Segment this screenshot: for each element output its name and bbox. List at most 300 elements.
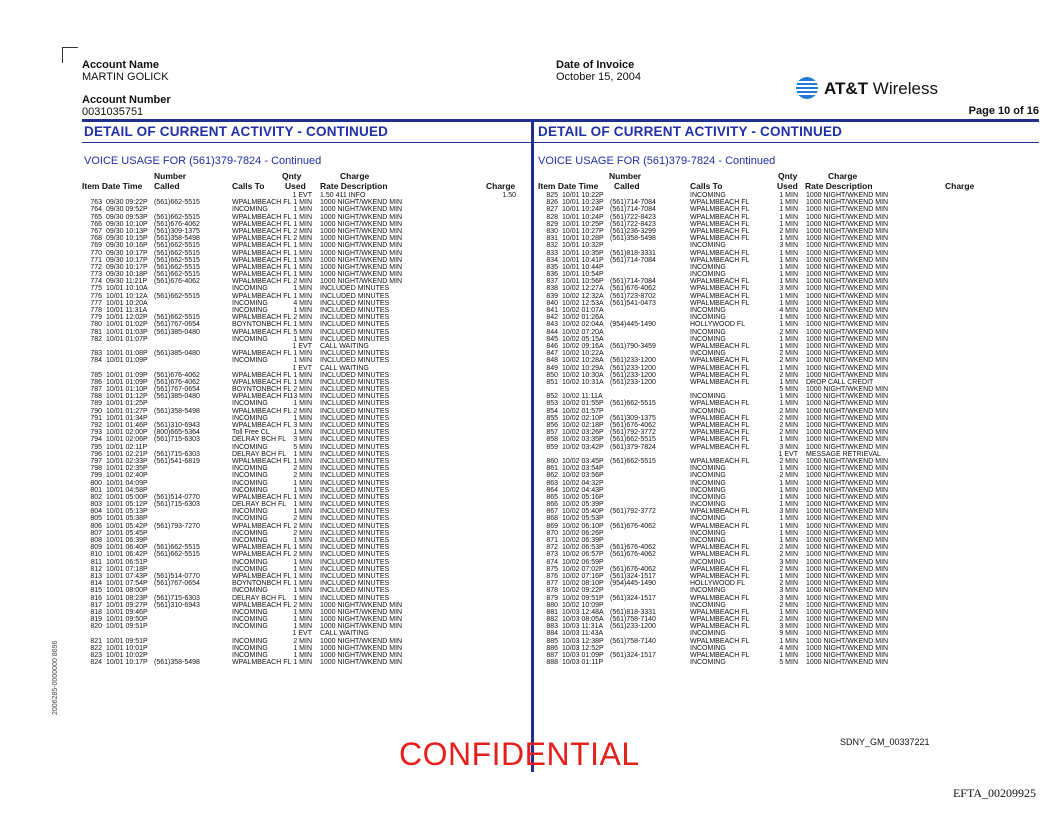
date-time: 10/01 10:12A — [106, 292, 148, 300]
section-title: DETAIL OF CURRENT ACTIVITY - CONTINUED — [538, 124, 843, 139]
rate-description: 1000 NIGHT/WKEND MIN — [806, 256, 889, 264]
number-called: (561)662-5515 — [154, 263, 200, 271]
rate-description: INCLUDED MINUTES — [320, 544, 390, 552]
rate-description: 1000 NIGHT/WKEND MIN — [806, 192, 889, 199]
usage-row — [82, 652, 522, 659]
number-called: (561)662-5515 — [154, 249, 200, 257]
item-number: 848 — [546, 357, 558, 365]
date-time: 10/01 01:09P — [106, 378, 148, 386]
item-number: 813 — [90, 572, 102, 580]
number-called: (954)445-1490 — [610, 580, 656, 588]
calls-to: BOYNTONBCH FL — [232, 321, 292, 329]
calls-to: WPALMBEACH FL — [232, 422, 292, 429]
item-number: 766 — [90, 220, 102, 228]
account-name: MARTIN GOLICK — [82, 71, 169, 83]
usage-row — [82, 199, 522, 206]
date-time: 10/03 12:38P — [562, 637, 604, 645]
quantity-used: 2 MIN — [779, 422, 798, 429]
date-time: 10/01 01:27P — [106, 407, 148, 415]
quantity-used: 1 EVT — [292, 630, 312, 638]
item-number: 842 — [546, 314, 558, 322]
number-called: (561)541-0473 — [610, 299, 656, 307]
date-time: 10/02 02:10P — [562, 414, 604, 422]
usage-row — [538, 343, 1038, 350]
quantity-used: 1 MIN — [293, 199, 312, 207]
item-number: 782 — [90, 335, 102, 343]
number-called: (561)358-5498 — [154, 407, 200, 415]
item-number: 855 — [546, 414, 558, 422]
date-time: 10/02 01:07A — [562, 307, 604, 314]
quantity-used: 1 MIN — [293, 644, 312, 652]
usage-row — [538, 523, 1038, 530]
quantity-used: 4 MIN — [779, 644, 798, 652]
rate-description: 1000 NIGHT/WKEND MIN — [320, 637, 403, 645]
date-time: 10/02 02:04A — [562, 321, 604, 329]
quantity-used: 1 MIN — [293, 263, 312, 271]
account-number: 0031035751 — [82, 106, 144, 118]
number-called: (561)676-4062 — [154, 278, 200, 286]
usage-row — [538, 415, 1038, 422]
quantity-used: 3 MIN — [293, 436, 312, 444]
usage-row — [82, 242, 522, 249]
usage-row — [538, 566, 1038, 573]
usage-row — [538, 372, 1038, 379]
rate-description: 1000 NIGHT/WKEND MIN — [806, 213, 889, 221]
item-number: 852 — [546, 393, 558, 401]
date-time: 10/01 09:51P — [106, 637, 148, 645]
usage-row — [538, 444, 1038, 451]
item-number: 824 — [90, 659, 102, 667]
quantity-used: 1 MIN — [293, 608, 312, 616]
quantity-used: 3 MIN — [779, 623, 798, 631]
rate-description: INCLUDED MINUTES — [320, 407, 390, 415]
calls-to: INCOMING — [232, 616, 268, 624]
usage-row — [538, 293, 1038, 300]
rate-description: 1000 NIGHT/WKEND MIN — [806, 529, 889, 537]
rate-description: 1000 NIGHT/WKEND MIN — [320, 235, 403, 243]
quantity-used: 1 MIN — [779, 342, 798, 350]
item-number: 817 — [90, 601, 102, 609]
quantity-used: 1 MIN — [779, 637, 798, 645]
item-number: 823 — [90, 652, 102, 659]
item-number: 845 — [546, 335, 558, 343]
usage-row — [82, 659, 522, 666]
usage-row — [538, 508, 1038, 515]
number-called: (561)767-0654 — [154, 386, 200, 394]
rate-description: INCLUDED MINUTES — [320, 529, 390, 537]
date-time: 10/01 02:40P — [106, 472, 148, 480]
calls-to: INCOMING — [690, 271, 726, 279]
date-time: 10/02 07:02P — [562, 565, 604, 573]
calls-to: WPALMBEACH FL — [690, 213, 750, 221]
quantity-used: 2 MIN — [293, 522, 312, 530]
quantity-used: 1 MIN — [293, 450, 312, 458]
date-time: 10/02 03:56P — [562, 472, 604, 480]
item-number: 841 — [546, 307, 558, 314]
col-item-date-time: Item Date Time — [82, 181, 143, 191]
rate-description: 1000 NIGHT/WKEND MIN — [806, 350, 889, 358]
rate-description: 1000 NIGHT/WKEND MIN — [320, 256, 403, 264]
calls-to: INCOMING — [232, 637, 268, 645]
att-wireless-logo — [796, 77, 956, 101]
number-called: (561)662-5515 — [154, 256, 200, 264]
number-called: (561)793-7270 — [154, 522, 200, 530]
quantity-used: 1 MIN — [293, 594, 312, 602]
quantity-used: 1 MIN — [779, 192, 798, 199]
date-time: 10/01 07:54P — [106, 580, 148, 588]
date-time: 10/01 08:00P — [106, 587, 148, 595]
quantity-used: 1 MIN — [293, 652, 312, 659]
usage-row — [538, 307, 1038, 314]
calls-to: WPALMBEACH FL — [690, 608, 750, 616]
col-calls-to: Calls To — [232, 181, 265, 191]
usage-row — [538, 357, 1038, 364]
usage-row — [82, 508, 522, 515]
date-time: 10/01 10:24P — [562, 206, 604, 214]
usage-row — [82, 221, 522, 228]
quantity-used: 1 MIN — [779, 436, 798, 444]
calls-to: INCOMING — [690, 601, 726, 609]
item-number: 787 — [90, 386, 102, 394]
quantity-used: 1 MIN — [779, 393, 798, 401]
number-called: (561)309-1375 — [154, 227, 200, 235]
calls-to: INCOMING — [232, 565, 268, 573]
date-time: 10/02 06:53P — [562, 544, 604, 552]
quantity-used: 2 MIN — [779, 544, 798, 552]
date-time: 10/01 06:42P — [106, 551, 148, 559]
item-number: 831 — [546, 235, 558, 243]
item-number: 778 — [90, 307, 102, 314]
quantity-used: 1 MIN — [293, 357, 312, 365]
calls-to: INCOMING — [690, 558, 726, 566]
usage-row — [538, 235, 1038, 242]
item-number: 859 — [546, 443, 558, 451]
calls-to: INCOMING — [690, 314, 726, 322]
rate-description: INCLUDED MINUTES — [320, 508, 390, 516]
usage-row — [538, 659, 1038, 666]
quantity-used: 2 MIN — [293, 551, 312, 559]
quantity-used: 1 MIN — [779, 515, 798, 523]
date-time: 09/30 09:52P — [106, 206, 148, 214]
rate-description: 1000 NIGHT/WKEND MIN — [806, 616, 889, 624]
usage-row — [538, 436, 1038, 443]
date-time: 10/01 10:54P — [562, 271, 604, 279]
usage-row — [82, 408, 522, 415]
calls-to: WPALMBEACH FL — [690, 400, 750, 408]
globe-icon — [796, 77, 818, 99]
date-time: 10/01 06:39P — [106, 537, 148, 544]
calls-to: WPALMBEACH FL — [690, 508, 750, 516]
rate-description: INCLUDED MINUTES — [320, 479, 390, 487]
date-time: 10/02 10:09P — [562, 601, 604, 609]
usage-row — [538, 458, 1038, 465]
date-time: 10/02 08:10P — [562, 580, 604, 588]
rate-description: INCLUDED MINUTES — [320, 501, 390, 509]
date-time: 10/02 05:40P — [562, 508, 604, 516]
date-time: 10/02 10:22A — [562, 350, 604, 358]
rate-description: 1000 NIGHT/WKEND MIN — [806, 457, 889, 465]
item-number: 803 — [90, 501, 102, 509]
quantity-used: 2 MIN — [779, 457, 798, 465]
calls-to: INCOMING — [232, 299, 268, 307]
usage-row — [82, 609, 522, 616]
item-number: 879 — [546, 594, 558, 602]
quantity-used: 1 MIN — [293, 350, 312, 358]
usage-row — [538, 630, 1038, 637]
invoice-date: October 15, 2004 — [556, 71, 642, 83]
quantity-used: 2 MIN — [293, 235, 312, 243]
usage-list-left — [82, 192, 522, 666]
date-time: 09/30 11:21P — [106, 278, 148, 286]
usage-row — [538, 257, 1038, 264]
rate-description: 1000 NIGHT/WKEND MIN — [806, 544, 889, 552]
item-number: 763 — [90, 199, 102, 207]
item-number: 860 — [546, 457, 558, 465]
usage-row — [82, 293, 522, 300]
quantity-used: 5 MIN — [293, 443, 312, 451]
item-number: 781 — [90, 328, 102, 336]
calls-to: WPALMBEACH FL — [690, 551, 750, 559]
calls-to: WPALMBEACH FL — [232, 378, 292, 386]
usage-row — [538, 494, 1038, 501]
usage-row — [538, 321, 1038, 328]
item-number: 779 — [90, 314, 102, 322]
calls-to: WPALMBEACH FL — [232, 235, 292, 243]
quantity-used: 2 MIN — [293, 637, 312, 645]
calls-to: WPALMBEACH FL — [690, 249, 750, 257]
calls-to: BOYNTONBCH FL — [232, 386, 292, 394]
calls-to: WPALMBEACH FL — [690, 285, 750, 293]
col-rate-description: Rate Description — [805, 181, 873, 191]
usage-row — [538, 228, 1038, 235]
date-time: 10/02 03:26P — [562, 429, 604, 437]
date-time: 10/01 09:27P — [106, 601, 148, 609]
usage-row — [538, 278, 1038, 285]
calls-to: DELRAY BCH FL — [232, 594, 287, 602]
calls-to: WPALMBEACH FL — [232, 601, 292, 609]
date-time: 10/01 12:02P — [106, 314, 148, 322]
calls-to: WPALMBEACH FL — [690, 565, 750, 573]
item-number: 770 — [90, 249, 102, 257]
item-number: 847 — [546, 350, 558, 358]
calls-to: INCOMING — [232, 357, 268, 365]
rate-description: 1000 NIGHT/WKEND MIN — [320, 278, 403, 286]
col-charge-top: Charge — [828, 171, 858, 181]
quantity-used: 2 MIN — [293, 278, 312, 286]
date-time: 10/02 06:39P — [562, 537, 604, 544]
usage-row — [538, 573, 1038, 580]
quantity-used: 2 MIN — [779, 227, 798, 235]
number-called: (561)662-5515 — [610, 400, 656, 408]
date-time: 10/01 01:02P — [106, 321, 148, 329]
item-number: 829 — [546, 220, 558, 228]
rate-description: 1000 NIGHT/WKEND MIN — [320, 263, 403, 271]
date-time: 10/02 05:15A — [562, 335, 604, 343]
quantity-used: 1 MIN — [293, 565, 312, 573]
rate-description: CALL WAITING — [320, 364, 369, 372]
date-time: 10/02 03:42P — [562, 443, 604, 451]
usage-row — [82, 206, 522, 213]
rate-description: 1000 NIGHT/WKEND MIN — [320, 623, 403, 631]
item-number: 849 — [546, 364, 558, 372]
usage-row — [538, 379, 1038, 386]
rate-description: INCLUDED MINUTES — [320, 457, 390, 465]
date-time: 10/01 05:38P — [106, 515, 148, 523]
usage-row — [82, 436, 522, 443]
calls-to: WPALMBEACH FL — [690, 378, 750, 386]
number-called: (561)233-1200 — [610, 364, 656, 372]
usage-row — [82, 415, 522, 422]
calls-to: DELRAY BCH FL — [232, 450, 287, 458]
usage-row — [82, 616, 522, 623]
rate-description: INCLUDED MINUTES — [320, 422, 390, 429]
quantity-used: 1 MIN — [293, 544, 312, 552]
rate-description: 1000 NIGHT/WKEND MIN — [806, 558, 889, 566]
date-time: 10/01 10:20A — [106, 299, 148, 307]
number-called: (561)233-1200 — [610, 371, 656, 379]
calls-to: WPALMBEACH FL — [690, 220, 750, 228]
date-time: 09/30 10:10P — [106, 220, 148, 228]
rate-description: INCLUDED MINUTES — [320, 558, 390, 566]
date-time: 10/01 10:22P — [562, 192, 604, 199]
usage-row — [538, 551, 1038, 558]
number-called: (561)676-4062 — [154, 378, 200, 386]
calls-to: WPALMBEACH FL — [690, 572, 750, 580]
quantity-used: 1 EVT — [778, 450, 798, 458]
usage-row — [538, 559, 1038, 566]
rate-description: INCLUDED MINUTES — [320, 515, 390, 523]
date-time: 10/01 09:46P — [106, 608, 148, 616]
rate-description: 1000 NIGHT/WKEND MIN — [806, 443, 889, 451]
usage-row — [82, 551, 522, 558]
date-time: 10/02 10:31A — [562, 378, 604, 386]
item-number: 858 — [546, 436, 558, 444]
number-called: (561)385-0480 — [154, 350, 200, 358]
calls-to: WPALMBEACH FL — [690, 457, 750, 465]
rate-description: INCLUDED MINUTES — [320, 386, 390, 394]
efta-number: EFTA_00209925 — [952, 786, 1036, 800]
item-number: 769 — [90, 242, 102, 250]
quantity-used: 2 MIN — [293, 465, 312, 473]
item-number: 791 — [90, 414, 102, 422]
usage-row — [82, 379, 522, 386]
item-number: 864 — [546, 486, 558, 494]
calls-to: INCOMING — [690, 587, 726, 595]
date-time: 09/30 09:53P — [106, 213, 148, 221]
usage-row — [538, 652, 1038, 659]
number-called: (561)324-1517 — [610, 594, 656, 602]
calls-to: INCOMING — [690, 328, 726, 336]
calls-to: WPALMBEACH FL — [232, 544, 292, 552]
quantity-used: 3 MIN — [779, 285, 798, 293]
calls-to: INCOMING — [232, 508, 268, 516]
rate-description: 1000 NIGHT/WKEND MIN — [806, 220, 889, 228]
calls-to: INCOMING — [690, 529, 726, 537]
number-called: (561)714-7084 — [610, 199, 656, 207]
usage-row — [82, 300, 522, 307]
rate-description: 1000 NIGHT/WKEND MIN — [806, 393, 889, 401]
calls-to: INCOMING — [690, 659, 726, 667]
col-called: Called — [614, 181, 640, 191]
calls-to: WPALMBEACH FL — [690, 235, 750, 243]
usage-row — [538, 400, 1038, 407]
date-time: 10/01 07:18P — [106, 565, 148, 573]
number-called: (561)662-5515 — [154, 213, 200, 221]
item-number: 809 — [90, 544, 102, 552]
item-number: 880 — [546, 601, 558, 609]
item-number: 771 — [90, 256, 102, 264]
item-number: 820 — [90, 623, 102, 631]
rate-description: 1000 NIGHT/WKEND MIN — [806, 493, 889, 501]
usage-row — [82, 602, 522, 609]
quantity-used: 2 MIN — [779, 472, 798, 480]
item-number: 843 — [546, 321, 558, 329]
quantity-used: 1 MIN — [293, 400, 312, 408]
item-number: 867 — [546, 508, 558, 516]
quantity-used: 1 MIN — [293, 429, 312, 437]
date-time: 10/01 02:21P — [106, 450, 148, 458]
date-time: 10/01 01:34P — [106, 414, 148, 422]
item-number: 883 — [546, 623, 558, 631]
rate-description: INCLUDED MINUTES — [320, 594, 390, 602]
item-number: 810 — [90, 551, 102, 559]
item-number: 811 — [90, 558, 102, 566]
quantity-used: 1 MIN — [293, 479, 312, 487]
item-number: 819 — [90, 616, 102, 624]
date-time: 10/01 01:07P — [106, 335, 148, 343]
rate-description: INCLUDED MINUTES — [320, 285, 390, 293]
number-called: (561)662-5515 — [610, 436, 656, 444]
confidential-stamp: CONFIDENTIAL — [399, 736, 640, 772]
rate-description: 1000 NIGHT/WKEND MIN — [320, 213, 403, 221]
rate-description: INCLUDED MINUTES — [320, 486, 390, 494]
number-called: (561)715-6303 — [154, 501, 200, 509]
calls-to: WPALMBEACH FL — [690, 544, 750, 552]
rate-description: DROP CALL CREDIT — [806, 378, 874, 386]
rate-description: 1000 NIGHT/WKEND MIN — [806, 263, 889, 271]
item-number: 846 — [546, 342, 558, 350]
rate-description: 1000 NIGHT/WKEND MIN — [320, 220, 403, 228]
usage-row — [538, 214, 1038, 221]
usage-row — [82, 336, 522, 343]
usage-row — [82, 638, 522, 645]
quantity-used: 1 MIN — [779, 263, 798, 271]
number-called: (561)310-6943 — [154, 422, 200, 429]
date-time: 10/02 07:16P — [562, 572, 604, 580]
item-number: 793 — [90, 429, 102, 437]
quantity-used: 3 MIN — [779, 443, 798, 451]
calls-to: INCOMING — [690, 472, 726, 480]
calls-to: INCOMING — [690, 493, 726, 501]
rate-description: 1000 NIGHT/WKEND MIN — [806, 357, 889, 365]
usage-row — [82, 386, 522, 393]
calls-to: WPALMBEACH FL — [690, 623, 750, 631]
quantity-used: 1 MIN — [293, 335, 312, 343]
calls-to: WPALMBEACH FL — [232, 292, 292, 300]
number-called: (561)324-1517 — [610, 652, 656, 659]
quantity-used: 2 MIN — [779, 328, 798, 336]
date-time: 10/02 01:26A — [562, 314, 604, 322]
date-time: 10/01 08:23P — [106, 594, 148, 602]
voice-usage-title: VOICE USAGE FOR (561)379-7824 - Continued — [538, 155, 776, 167]
quantity-used: 1 EVT — [292, 192, 312, 199]
page-number: Page 10 of 16 — [968, 105, 1039, 117]
usage-row — [538, 285, 1038, 292]
calls-to: WPALMBEACH FL — [232, 393, 292, 401]
rate-description: 1000 NIGHT/WKEND MIN — [320, 608, 403, 616]
usage-row — [82, 559, 522, 566]
calls-to: WPALMBEACH FL — [690, 292, 750, 300]
